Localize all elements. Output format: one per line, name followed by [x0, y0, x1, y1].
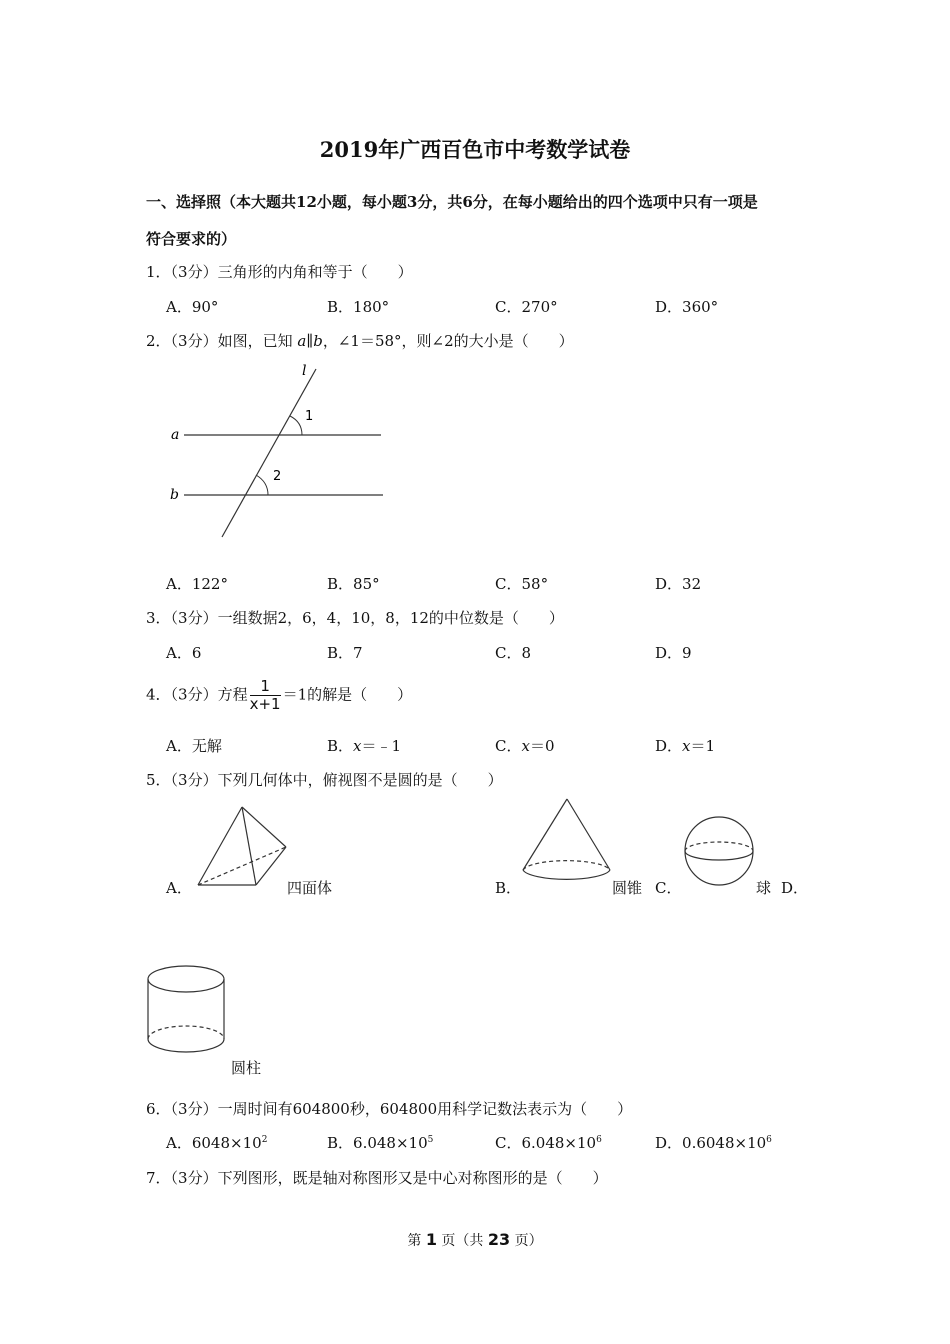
- footer-post: 页）: [510, 1233, 543, 1249]
- angle-2-arc: [256, 475, 268, 495]
- q6-b-label: B．: [327, 1134, 354, 1152]
- q4-b-var: x: [353, 737, 362, 755]
- section-heading-line2: 符合要求的）: [146, 230, 237, 248]
- q6-d-label: D．: [655, 1134, 683, 1152]
- question-6-stem: 6．（3分）一周时间有604800秒，604800用科学记数法表示为（ ）: [146, 1100, 633, 1118]
- q4-b-label: B．: [327, 737, 354, 755]
- q6-option-b[interactable]: [327, 1132, 433, 1153]
- q6-option-d[interactable]: [655, 1132, 772, 1153]
- q6-a-mantissa: 6048×10: [191, 1134, 262, 1152]
- label-a: a: [171, 427, 180, 443]
- q4-numerator: 1: [250, 678, 281, 696]
- q2-option-a[interactable]: A．122°: [166, 575, 228, 593]
- q6-a-exponent: 2: [261, 1135, 268, 1145]
- q6-c-mantissa: 6.048×10: [521, 1134, 597, 1152]
- q2-parallel-sign: ∥: [306, 332, 314, 350]
- q5-option-b-label[interactable]: B．: [495, 879, 522, 897]
- q4-option-c[interactable]: [495, 735, 555, 756]
- q4-c-rest: ＝0: [529, 737, 555, 755]
- q2-option-d[interactable]: D．32: [655, 575, 702, 593]
- label-b: b: [170, 487, 179, 503]
- q6-option-a[interactable]: [166, 1132, 267, 1153]
- q4-stem-pre: 4．（3分）方程: [146, 685, 248, 704]
- q4-fraction: [250, 678, 281, 713]
- label-angle-2: 2: [273, 469, 282, 484]
- q4-c-label: C．: [495, 737, 522, 755]
- q2-var-a: a: [297, 332, 307, 350]
- q5-option-a-name: 四面体: [287, 879, 333, 897]
- footer-mid: 页（共: [436, 1233, 488, 1249]
- question-4-stem: [146, 678, 412, 713]
- q6-option-c[interactable]: [495, 1132, 602, 1153]
- q5-option-b-name: 圆锥: [612, 879, 643, 897]
- q5-option-a-label[interactable]: A．: [166, 879, 192, 897]
- label-l: l: [302, 363, 307, 379]
- q4-d-rest: ＝1: [690, 737, 716, 755]
- q2-option-b[interactable]: B．85°: [327, 575, 380, 593]
- q4-b-rest: ＝﹣1: [361, 737, 402, 755]
- q6-d-mantissa: 0.6048×10: [682, 1134, 767, 1152]
- cylinder-figure: [146, 962, 228, 1057]
- q4-d-var: x: [682, 737, 691, 755]
- q1-option-c[interactable]: C．270°: [495, 298, 558, 316]
- page-total: 23: [487, 1230, 511, 1249]
- q2-stem-pre: 2．（3分）如图，已知: [146, 332, 298, 350]
- q2-option-c[interactable]: C．58°: [495, 575, 549, 593]
- q5-option-c-name: 球: [756, 879, 772, 897]
- q6-c-exponent: 6: [596, 1135, 602, 1145]
- label-angle-1: 1: [305, 409, 314, 424]
- question-5-stem: 5．（3分）下列几何体中，俯视图不是圆的是（ ）: [146, 771, 503, 789]
- parallel-lines-figure: [160, 360, 400, 545]
- page-number: 1: [425, 1230, 437, 1249]
- q5-option-d-label[interactable]: D．: [781, 879, 809, 897]
- footer-pre: 第: [407, 1233, 426, 1249]
- sphere-figure: [683, 815, 758, 890]
- q5-option-c-label[interactable]: C．: [655, 879, 682, 897]
- q6-b-mantissa: 6.048×10: [353, 1134, 428, 1152]
- q1-option-b[interactable]: B．180°: [327, 298, 390, 316]
- q4-stem-post: ＝1的解是（ ）: [282, 685, 413, 704]
- cone-figure: [520, 796, 615, 888]
- q6-b-exponent: 5: [427, 1135, 434, 1145]
- section-heading-line1: 一、选择照（本大题共12小题，每小题3分，共6分，在每小题给出的四个选项中只有一项是: [146, 193, 758, 211]
- q1-option-a[interactable]: A．90°: [166, 298, 219, 316]
- q3-option-a[interactable]: A．6: [166, 644, 202, 662]
- q4-option-d[interactable]: [655, 735, 715, 756]
- q6-a-label: A．: [166, 1134, 192, 1152]
- q4-denominator: x+1: [249, 695, 281, 713]
- q3-option-b[interactable]: B．7: [327, 644, 363, 662]
- q4-option-b[interactable]: [327, 735, 401, 756]
- q4-d-label: D．: [655, 737, 683, 755]
- q6-c-label: C．: [495, 1134, 522, 1152]
- angle-1-arc: [290, 416, 302, 435]
- question-7-stem: 7．（3分）下列图形，既是轴对称图形又是中心对称图形的是（ ）: [146, 1169, 608, 1187]
- q3-option-d[interactable]: D．9: [655, 644, 692, 662]
- transversal-l: [222, 369, 316, 537]
- exam-title: 2019年广西百色市中考数学试卷: [319, 137, 631, 162]
- q3-option-c[interactable]: C．8: [495, 644, 532, 662]
- q2-var-b: b: [313, 332, 323, 350]
- page-footer: [0, 1230, 950, 1250]
- q1-option-d[interactable]: D．360°: [655, 298, 719, 316]
- question-2-stem: [146, 330, 574, 351]
- q2-stem-post: ，∠1＝58°，则∠2的大小是（ ）: [322, 332, 574, 350]
- q4-option-a[interactable]: A．无解: [166, 737, 222, 755]
- q6-d-exponent: 6: [766, 1135, 772, 1145]
- question-1-stem: 1．（3分）三角形的内角和等于（ ）: [146, 263, 413, 281]
- question-3-stem: 3．（3分）一组数据2，6，4，10，8，12的中位数是（ ）: [146, 609, 564, 627]
- tetrahedron-figure: [190, 805, 290, 890]
- q5-option-d-name: 圆柱: [231, 1059, 262, 1077]
- q4-c-var: x: [521, 737, 530, 755]
